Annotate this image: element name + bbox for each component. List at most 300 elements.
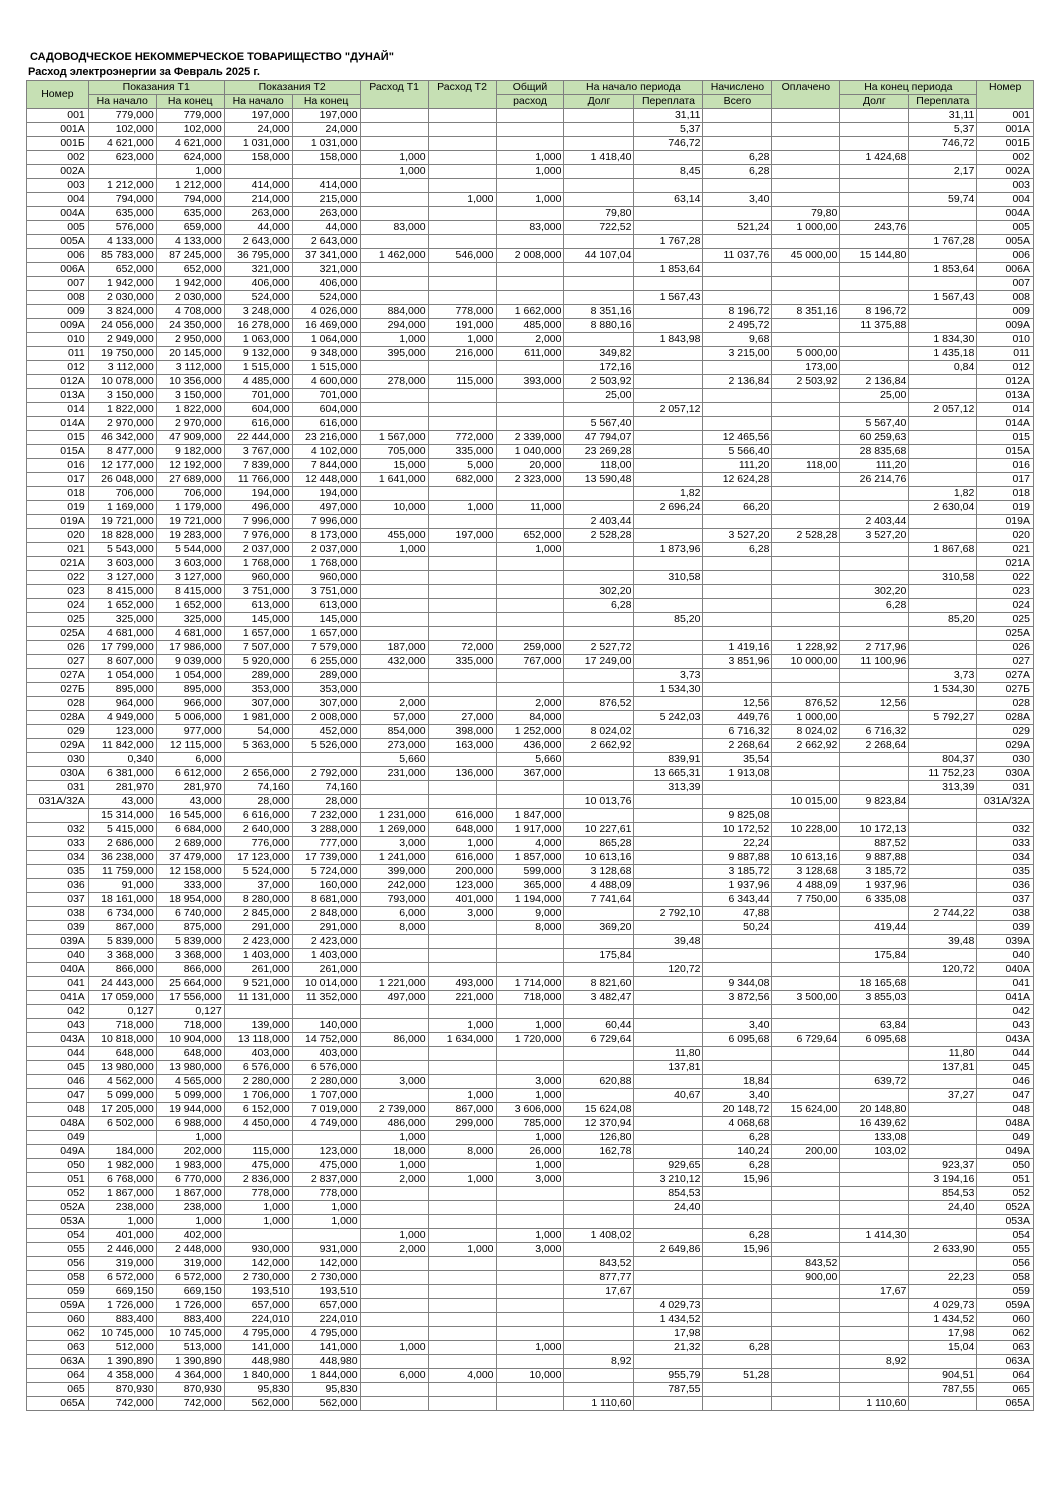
cell-end-debt: 25,00 — [840, 389, 909, 403]
cell-start-overpay: 839,91 — [634, 753, 703, 767]
table-row — [27, 487, 1034, 501]
cell-end-debt — [840, 179, 909, 193]
cell-charged: 521,24 — [703, 221, 772, 235]
cell-t1-end: 4 681,000 — [156, 627, 224, 641]
cell-end-debt — [840, 1271, 909, 1285]
cell-start-overpay — [634, 837, 703, 851]
cell-use-t2: 772,000 — [428, 431, 496, 445]
cell-use-t1: 5,660 — [360, 753, 428, 767]
cell-t1-end: 779,000 — [156, 109, 224, 123]
table-row — [27, 403, 1034, 417]
cell-plot-number-right: 023 — [977, 585, 1034, 599]
cell-t2-end: 140,000 — [292, 1019, 360, 1033]
cell-t1-end: 281,970 — [156, 781, 224, 795]
cell-t1-start: 2 970,000 — [88, 417, 156, 431]
cell-use-t1: 1,000 — [360, 543, 428, 557]
cell-plot-number: 036 — [27, 879, 89, 893]
cell-end-overpay — [909, 515, 977, 529]
cell-end-overpay — [909, 1257, 977, 1271]
cell-t1-end: 1,000 — [156, 1215, 224, 1229]
cell-plot-number: 043А — [27, 1033, 89, 1047]
cell-end-overpay: 4 029,73 — [909, 1299, 977, 1313]
cell-end-debt: 639,72 — [840, 1075, 909, 1089]
cell-charged — [703, 781, 772, 795]
cell-plot-number: 012А — [27, 375, 89, 389]
cell-paid: 3 500,00 — [772, 991, 840, 1005]
cell-t2-start: 1,000 — [224, 1201, 292, 1215]
cell-start-debt: 302,20 — [564, 585, 634, 599]
table-row — [27, 879, 1034, 893]
cell-start-debt — [564, 1215, 634, 1229]
cell-t2-end: 1 515,000 — [292, 361, 360, 375]
cell-use-t2: 1,000 — [428, 1089, 496, 1103]
cell-t1-start: 4 949,000 — [88, 711, 156, 725]
cell-use-t1 — [360, 403, 428, 417]
cell-t2-end: 95,830 — [292, 1383, 360, 1397]
cell-paid — [772, 1341, 840, 1355]
cell-t1-end: 4 565,000 — [156, 1075, 224, 1089]
cell-end-overpay — [909, 739, 977, 753]
cell-start-overpay — [634, 697, 703, 711]
cell-use-t1: 854,000 — [360, 725, 428, 739]
cell-start-debt: 2 662,92 — [564, 739, 634, 753]
cell-t2-end: 448,980 — [292, 1355, 360, 1369]
cell-t2-start: 13 118,000 — [224, 1033, 292, 1047]
table-row — [27, 291, 1034, 305]
cell-end-debt — [840, 557, 909, 571]
cell-use-t2 — [428, 1187, 496, 1201]
cell-t1-start: 4 621,000 — [88, 137, 156, 151]
cell-charged — [703, 1047, 772, 1061]
cell-use-t1 — [360, 1285, 428, 1299]
cell-t1-start: 18 828,000 — [88, 529, 156, 543]
cell-end-debt — [840, 333, 909, 347]
cell-start-debt — [564, 1383, 634, 1397]
cell-end-debt: 9 887,88 — [840, 851, 909, 865]
cell-start-overpay — [634, 1019, 703, 1033]
cell-use-total — [496, 669, 564, 683]
cell-start-debt — [564, 277, 634, 291]
cell-use-total — [496, 1005, 564, 1019]
cell-start-overpay: 1 853,64 — [634, 263, 703, 277]
cell-start-overpay: 120,72 — [634, 963, 703, 977]
cell-plot-number: 052А — [27, 1201, 89, 1215]
cell-use-t1: 1 231,000 — [360, 809, 428, 823]
cell-use-total: 84,000 — [496, 711, 564, 725]
cell-end-debt — [840, 1061, 909, 1075]
cell-start-debt: 12 370,94 — [564, 1117, 634, 1131]
cell-end-overpay: 1 853,64 — [909, 263, 977, 277]
cell-t2-end: 11 352,000 — [292, 991, 360, 1005]
cell-use-t1: 1,000 — [360, 151, 428, 165]
cell-start-overpay — [634, 1355, 703, 1369]
cell-plot-number-right: 004 — [977, 193, 1034, 207]
cell-t1-end: 43,000 — [156, 795, 224, 809]
cell-end-debt — [840, 1341, 909, 1355]
cell-charged: 3,40 — [703, 193, 772, 207]
cell-paid — [772, 193, 840, 207]
cell-t1-start: 26 048,000 — [88, 473, 156, 487]
cell-t1-end: 10 904,000 — [156, 1033, 224, 1047]
cell-use-t2: 197,000 — [428, 529, 496, 543]
cell-use-t1 — [360, 389, 428, 403]
cell-t2-start: 562,000 — [224, 1397, 292, 1411]
cell-plot-number — [27, 809, 89, 823]
cell-charged: 6,28 — [703, 1341, 772, 1355]
cell-use-t1 — [360, 179, 428, 193]
cell-plot-number: 033 — [27, 837, 89, 851]
cell-use-t2 — [428, 1285, 496, 1299]
cell-plot-number-right: 034 — [977, 851, 1034, 865]
cell-start-overpay — [634, 305, 703, 319]
cell-t2-start: 6 616,000 — [224, 809, 292, 823]
cell-plot-number-right: 043 — [977, 1019, 1034, 1033]
cell-use-t1: 15,000 — [360, 459, 428, 473]
cell-paid: 6 729,64 — [772, 1033, 840, 1047]
cell-use-t1 — [360, 1397, 428, 1411]
cell-t2-start: 1 840,000 — [224, 1369, 292, 1383]
cell-paid — [772, 1005, 840, 1019]
cell-start-overpay — [634, 725, 703, 739]
cell-paid: 10 000,00 — [772, 655, 840, 669]
cell-end-debt: 3 185,72 — [840, 865, 909, 879]
cell-plot-number: 010 — [27, 333, 89, 347]
cell-use-t2 — [428, 571, 496, 585]
table-row — [27, 515, 1034, 529]
header-t1-readings: Показания Т1 — [88, 81, 224, 95]
cell-paid: 15 624,00 — [772, 1103, 840, 1117]
cell-t2-start: 930,000 — [224, 1243, 292, 1257]
cell-start-debt — [564, 291, 634, 305]
cell-use-t1 — [360, 599, 428, 613]
cell-plot-number: 031 — [27, 781, 89, 795]
cell-start-overpay: 1 567,43 — [634, 291, 703, 305]
cell-paid: 5 000,00 — [772, 347, 840, 361]
cell-plot-number: 034 — [27, 851, 89, 865]
cell-end-debt: 11 375,88 — [840, 319, 909, 333]
cell-t1-start: 4 358,000 — [88, 1369, 156, 1383]
cell-t1-start: 576,000 — [88, 221, 156, 235]
cell-t1-end: 6 988,000 — [156, 1117, 224, 1131]
cell-t2-end: 1 064,000 — [292, 333, 360, 347]
cell-start-overpay — [634, 361, 703, 375]
cell-plot-number-right: 001Б — [977, 137, 1034, 151]
cell-t2-start: 1 403,000 — [224, 949, 292, 963]
cell-start-overpay: 2 649,86 — [634, 1243, 703, 1257]
cell-t2-start: 141,000 — [224, 1341, 292, 1355]
cell-t2-end: 5 526,000 — [292, 739, 360, 753]
cell-use-total: 1 917,000 — [496, 823, 564, 837]
cell-t1-end: 794,000 — [156, 193, 224, 207]
cell-use-t1: 278,000 — [360, 375, 428, 389]
cell-use-t1: 432,000 — [360, 655, 428, 669]
cell-plot-number: 046 — [27, 1075, 89, 1089]
cell-end-debt — [840, 1313, 909, 1327]
table-body — [27, 109, 1034, 1411]
cell-t2-start: 11 766,000 — [224, 473, 292, 487]
cell-plot-number: 015А — [27, 445, 89, 459]
cell-plot-number: 065 — [27, 1383, 89, 1397]
cell-t2-end: 960,000 — [292, 571, 360, 585]
cell-start-overpay — [634, 865, 703, 879]
cell-use-total: 9,000 — [496, 907, 564, 921]
header-t1-start: На начало — [88, 95, 156, 109]
cell-plot-number: 045 — [27, 1061, 89, 1075]
cell-start-overpay — [634, 389, 703, 403]
cell-plot-number-right: 041 — [977, 977, 1034, 991]
cell-t2-start: 142,000 — [224, 1257, 292, 1271]
cell-charged — [703, 1215, 772, 1229]
table-row — [27, 1075, 1034, 1089]
cell-t1-end: 5 544,000 — [156, 543, 224, 557]
cell-paid: 200,00 — [772, 1145, 840, 1159]
cell-paid — [772, 613, 840, 627]
cell-end-overpay — [909, 655, 977, 669]
cell-start-overpay — [634, 599, 703, 613]
cell-use-total — [496, 207, 564, 221]
cell-end-overpay — [909, 823, 977, 837]
cell-t2-end: 44,000 — [292, 221, 360, 235]
table-row — [27, 1089, 1034, 1103]
cell-use-t1: 6,000 — [360, 1369, 428, 1383]
cell-t1-start: 8 607,000 — [88, 655, 156, 669]
cell-use-total: 365,000 — [496, 879, 564, 893]
cell-t1-end: 325,000 — [156, 613, 224, 627]
cell-use-t1 — [360, 1355, 428, 1369]
cell-start-overpay: 24,40 — [634, 1201, 703, 1215]
cell-use-t1: 486,000 — [360, 1117, 428, 1131]
cell-use-total — [496, 571, 564, 585]
cell-use-total — [496, 613, 564, 627]
cell-plot-number-right: 019 — [977, 501, 1034, 515]
cell-t2-end: 215,000 — [292, 193, 360, 207]
cell-use-t1: 1 567,000 — [360, 431, 428, 445]
cell-use-t1 — [360, 669, 428, 683]
cell-plot-number-right: 039А — [977, 935, 1034, 949]
cell-start-overpay: 746,72 — [634, 137, 703, 151]
cell-plot-number-right: 013А — [977, 389, 1034, 403]
cell-t2-end: 197,000 — [292, 109, 360, 123]
cell-t2-start: 776,000 — [224, 837, 292, 851]
table-row — [27, 683, 1034, 697]
cell-t2-start — [224, 753, 292, 767]
cell-end-overpay: 31,11 — [909, 109, 977, 123]
cell-t1-start: 2 030,000 — [88, 291, 156, 305]
cell-t1-start: 6 502,000 — [88, 1117, 156, 1131]
cell-start-overpay — [634, 991, 703, 1005]
table-row — [27, 585, 1034, 599]
cell-t1-end: 4 621,000 — [156, 137, 224, 151]
cell-use-t1: 1 221,000 — [360, 977, 428, 991]
cell-use-t1: 86,000 — [360, 1033, 428, 1047]
cell-plot-number: 065А — [27, 1397, 89, 1411]
cell-end-overpay — [909, 627, 977, 641]
cell-use-t2 — [428, 1327, 496, 1341]
cell-end-overpay — [909, 893, 977, 907]
header-paid: Оплачено — [772, 81, 840, 109]
cell-t2-end: 145,000 — [292, 613, 360, 627]
cell-plot-number: 039 — [27, 921, 89, 935]
cell-end-overpay — [909, 585, 977, 599]
cell-use-t2: 191,000 — [428, 319, 496, 333]
cell-start-debt: 2 403,44 — [564, 515, 634, 529]
cell-charged: 6,28 — [703, 1131, 772, 1145]
cell-paid: 2 528,28 — [772, 529, 840, 543]
cell-paid — [772, 1047, 840, 1061]
cell-end-overpay: 804,37 — [909, 753, 977, 767]
cell-plot-number-right: 009 — [977, 305, 1034, 319]
cell-use-t1: 231,000 — [360, 767, 428, 781]
cell-start-overpay — [634, 795, 703, 809]
cell-start-overpay: 11,80 — [634, 1047, 703, 1061]
cell-end-overpay — [909, 991, 977, 1005]
cell-end-debt: 16 439,62 — [840, 1117, 909, 1131]
cell-paid: 10 015,00 — [772, 795, 840, 809]
cell-use-total: 2,000 — [496, 697, 564, 711]
cell-use-total — [496, 1397, 564, 1411]
cell-t1-end: 102,000 — [156, 123, 224, 137]
cell-t1-end: 13 980,000 — [156, 1061, 224, 1075]
cell-t2-end: 1 403,000 — [292, 949, 360, 963]
cell-start-debt — [564, 1159, 634, 1173]
header-period-end: На конец периода — [840, 81, 977, 95]
cell-use-t2: 8,000 — [428, 1145, 496, 1159]
cell-start-overpay — [634, 977, 703, 991]
cell-use-t1 — [360, 627, 428, 641]
cell-use-t1 — [360, 263, 428, 277]
cell-use-total: 2,000 — [496, 333, 564, 347]
cell-t1-end: 18 954,000 — [156, 893, 224, 907]
cell-t2-end: 160,000 — [292, 879, 360, 893]
cell-t2-start: 406,000 — [224, 277, 292, 291]
cell-paid: 900,00 — [772, 1271, 840, 1285]
cell-plot-number-right: 014 — [977, 403, 1034, 417]
cell-t1-start: 19 750,000 — [88, 347, 156, 361]
cell-use-total — [496, 935, 564, 949]
cell-charged — [703, 487, 772, 501]
cell-t1-end: 6 740,000 — [156, 907, 224, 921]
cell-charged — [703, 291, 772, 305]
cell-t2-start: 1 063,000 — [224, 333, 292, 347]
cell-plot-number-right: 048 — [977, 1103, 1034, 1117]
header-t1-end: На конец — [156, 95, 224, 109]
cell-paid — [772, 767, 840, 781]
cell-end-debt: 111,20 — [840, 459, 909, 473]
cell-charged — [703, 515, 772, 529]
cell-end-overpay — [909, 1229, 977, 1243]
cell-t2-start: 7 839,000 — [224, 459, 292, 473]
cell-use-t2 — [428, 515, 496, 529]
cell-t2-start: 1 657,000 — [224, 627, 292, 641]
cell-t1-start: 401,000 — [88, 1229, 156, 1243]
cell-end-overpay — [909, 305, 977, 319]
cell-charged — [703, 1201, 772, 1215]
cell-plot-number: 024 — [27, 599, 89, 613]
cell-t2-start: 4 485,000 — [224, 375, 292, 389]
cell-plot-number: 064 — [27, 1369, 89, 1383]
cell-start-debt — [564, 1313, 634, 1327]
table-row — [27, 137, 1034, 151]
cell-t1-start: 184,000 — [88, 1145, 156, 1159]
header-period-start: На начало периода — [564, 81, 703, 95]
cell-t1-end: 3 127,000 — [156, 571, 224, 585]
header-t2-end: На конец — [292, 95, 360, 109]
cell-end-debt: 6 335,08 — [840, 893, 909, 907]
cell-t2-end: 1 768,000 — [292, 557, 360, 571]
cell-start-overpay — [634, 151, 703, 165]
cell-start-debt — [564, 809, 634, 823]
cell-t2-start: 54,000 — [224, 725, 292, 739]
cell-use-total — [496, 683, 564, 697]
cell-plot-number: 018 — [27, 487, 89, 501]
cell-plot-number: 001А — [27, 123, 89, 137]
cell-use-t1: 2,000 — [360, 1243, 428, 1257]
cell-t1-end: 624,000 — [156, 151, 224, 165]
table-row — [27, 1243, 1034, 1257]
cell-t2-end: 353,000 — [292, 683, 360, 697]
cell-plot-number-right: 027Б — [977, 683, 1034, 697]
cell-end-overpay: 787,55 — [909, 1383, 977, 1397]
cell-charged — [703, 1313, 772, 1327]
cell-end-overpay — [909, 473, 977, 487]
cell-paid — [772, 1131, 840, 1145]
cell-plot-number: 020 — [27, 529, 89, 543]
cell-paid: 45 000,00 — [772, 249, 840, 263]
cell-paid — [772, 179, 840, 193]
cell-use-t2 — [428, 1005, 496, 1019]
cell-t2-end: 141,000 — [292, 1341, 360, 1355]
cell-paid — [772, 585, 840, 599]
cell-use-t2 — [428, 753, 496, 767]
cell-end-debt — [840, 1159, 909, 1173]
cell-charged — [703, 1061, 772, 1075]
cell-t2-start: 214,000 — [224, 193, 292, 207]
cell-start-debt: 2 503,92 — [564, 375, 634, 389]
table-row — [27, 837, 1034, 851]
cell-start-overpay — [634, 221, 703, 235]
cell-plot-number: 048А — [27, 1117, 89, 1131]
cell-end-overpay — [909, 1285, 977, 1299]
cell-use-total: 652,000 — [496, 529, 564, 543]
cell-t1-end: 742,000 — [156, 1397, 224, 1411]
cell-plot-number-right: 006А — [977, 263, 1034, 277]
cell-use-t1: 1,000 — [360, 165, 428, 179]
cell-start-overpay — [634, 893, 703, 907]
table-row — [27, 1397, 1034, 1411]
cell-end-debt: 243,76 — [840, 221, 909, 235]
cell-plot-number-right: 058 — [977, 1271, 1034, 1285]
cell-t2-end: 4 795,000 — [292, 1327, 360, 1341]
table-row — [27, 921, 1034, 935]
cell-plot-number: 005А — [27, 235, 89, 249]
cell-t2-end: 1,000 — [292, 1201, 360, 1215]
cell-charged: 51,28 — [703, 1369, 772, 1383]
cell-start-debt — [564, 557, 634, 571]
cell-start-debt — [564, 963, 634, 977]
cell-paid — [772, 445, 840, 459]
table-row — [27, 781, 1034, 795]
cell-plot-number-right: 053А — [977, 1215, 1034, 1229]
cell-charged: 449,76 — [703, 711, 772, 725]
cell-charged: 20 148,72 — [703, 1103, 772, 1117]
cell-end-overpay: 2 744,22 — [909, 907, 977, 921]
cell-plot-number-right: 028 — [977, 697, 1034, 711]
cell-plot-number-right: 017 — [977, 473, 1034, 487]
cell-paid — [772, 837, 840, 851]
cell-t2-start: 17 123,000 — [224, 851, 292, 865]
cell-plot-number-right: 030 — [977, 753, 1034, 767]
cell-end-overpay: 5,37 — [909, 123, 977, 137]
